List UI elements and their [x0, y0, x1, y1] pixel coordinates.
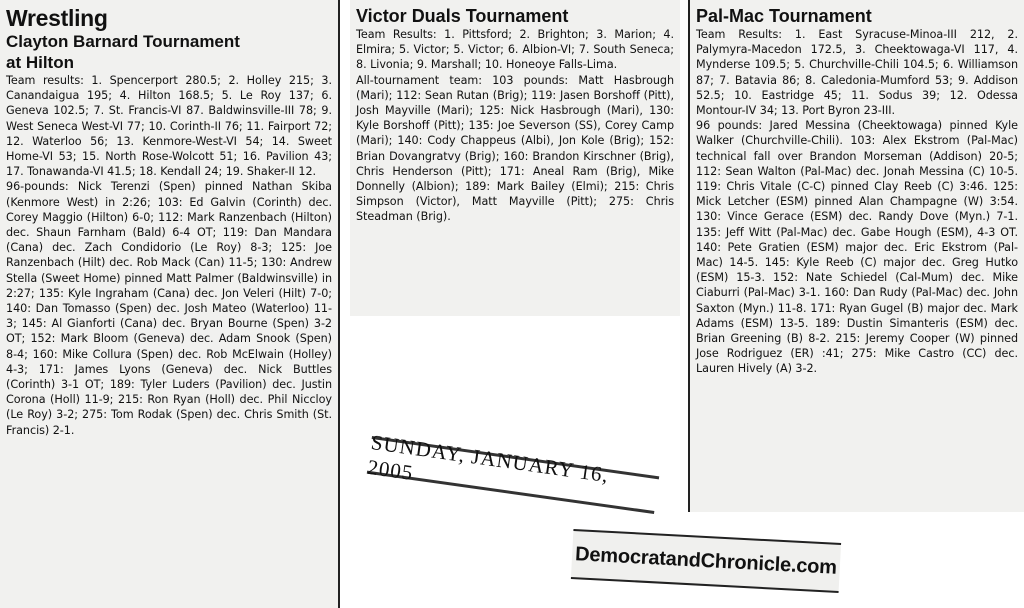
section-title: Wrestling — [6, 5, 108, 31]
tournament-title: Pal-Mac Tournament — [696, 6, 872, 26]
date-banner — [366, 430, 659, 514]
team-results: Team Results: 1. East Syracuse-Minoa-III 212, 2. Palymyra-Macedon 172.5, 3. Cheektowaga-VI 117, 4. Mynderse 109.5; 5. Churchville-Chili 104.5; 6. Williamson 87; 7. Batavia 86; 8. Caledonia-Mumford 53; 9. Addison 52.5; 10. Eastridge 45; 11. Sodus 39; 12. Odessa Montour-IV 34; 13. Port Byron 23-III. — [696, 28, 1018, 118]
column-pal-mac — [688, 0, 1024, 512]
tournament-title: Clayton Barnard Tournament — [6, 32, 240, 51]
source-text: DemocratandChronicle.com — [574, 542, 838, 579]
all-tournament-team: All-tournament team: 103 pounds: Matt Hasbrough (Mari); 112: Sean Rutan (Brig); 119: Jasen Borshoff (Pitt), Josh Mayville (Mari); 125: Nick Hasbrough (Mari), 130: Kyle Borshoff (Pitt); 135: Joe Severson (SS), Corey Camp (Mari); 140: Cody Chappeus (Albi), Jon Kole (Brig); 152: Brian Dovangratvy (Brig); 160: Brandon Kirschner (Brig), Chris Henderson (Pitt); 171: Aneal Ram (Brig), Mike Donnelly (Albion); 189: Mark Bailey (Elmi); 215: Chris Simpson (Victor), Matt Mayville (Pitt); 275: Chris Steadman (Brig). — [356, 73, 674, 224]
weight-class-results: 96-pounds: Nick Terenzi (Spen) pinned Nathan Skiba (Kenmore West) in 2:26; 103: Ed Galvin (Corinth) dec. Corey Maggio (Hilton) 6-0; 112: Mark Ranzenbach (Hilton) dec. Shaun Farnham (Bald) 6-4 OT; 119: Dan Mandara (Cana) dec. Zach Condidorio (Le Roy) 8-3; 125: Joe Ranzenbach (Hilt) dec. Rob Mack (Can) 11-5; 130: Andrew Stella (Sweet Home) pinned Matt Palmer (Baldwinsville) in 2:27; 135: Kyle Ingraham (Cana) dec. Jon Veleri (Hilt) 7-0; 140: Dan Tomasso (Spen) dec. Josh Mateo (Waterloo) 11-3; 145: Al Gianforti (Cana) dec. Bryan Bourne (Spen) 3-2 OT; 152: Mark Bloom (Geneva) dec. Adam Snook (Spen) 8-4; 160: Mike Collura (Spen) dec. Rob McElwain (Holley) 4-3; 171: James Lyons (Geneva) dec. Nick Buttles (Corinth) 3-1 OT; 189: Tyler Luders (Pavilion) dec. Justin Corona (Holl) 11-9; 215: Ron Ryan (Holl) dec. Phil Niccloy (Le Roy) 3-2; 275: Tom Rodak (Spen) dec. Chris Smith (St. Francis) 2-1. — [6, 180, 332, 437]
tournament-title: Victor Duals Tournament — [356, 6, 569, 26]
team-results: Team results: 1. Spencerport 280.5; 2. Holley 215; 3. Canandaigua 195; 4. Hilton 168.5; 5. Le Roy 137; 6. Geneva 102.5; 7. St. Francis-VI 87. Baldwinsville-III 78; 9. West Seneca West-VI 77; 10. Corinth-II 76; 11. Fairport 72; 12. Waterloo 56; 13. Kenmore-West-VI 54; 14. Sweet Home-VI 53; 15. North Rose-Wolcott 51; 16. Pavilion 43; 17. Tonawanda-VI 41.5; 18. Kendall 24; 19. Shaker-II 12. — [6, 74, 332, 179]
weight-class-results: 96 pounds: Jared Messina (Cheektowaga) pinned Kyle Walker (Churchville-Chili). 103: Alex Ekstrom (Pal-Mac) technical fall over Brandon Morseman (Addison) 20-5; 112: Sean Walton (Pal-Mac) dec. Jonah Messina (C) 10-5. 119: Chris Vitale (C-C) pinned Clay Reeb (C) 3:46. 125: Mick Letcher (ESM) pinned Alan Champagne (W) 3:54. 130: Vince Gerace (ESM) dec. Randy Dove (Myn.) 7-1. 135: Jeff Witt (Pal-Mac) dec. Gabe Hough (ESM), 4-3 OT. 140: Pete Gratien (ESM) major dec. Eric Ekstrom (Pal-Mac) 14-5. 145: Kyle Reeb (C) major dec. Greg Hutko (ESM) 15-3. 152: Nate Schiedel (Cal-Mum) dec. Mike Ciaburri (Pal-Mac) 3-1. 160: Dan Rudy (Pal-Mac) dec. John Saxton (Myn.) 11-8. 171: Ryan Gugel (B) major dec. Mark Adams (ESM) 13-5. 189: Dustin Simanteris (ESM) dec. Brian Greening (B) 8-2. 215: Jeremy Cooper (W) pinned Jose Rodriguez (ER) :41; 275: Mike Castro (CC) dec. Lauren Hively (A) 3-2. — [696, 119, 1018, 376]
team-results: Team Results: 1. Pittsford; 2. Brighton; 3. Marion; 4. Elmira; 5. Victor; 5. Victor; 6. Albion-VI; 7. South Seneca; 8. Livonia; 9. Marshall; 10. Honeoye Falls-Lima. — [356, 28, 674, 72]
column-victor-duals — [350, 0, 680, 316]
dateline-text: SUNDAY, JANUARY 16, 2005 — [366, 430, 611, 488]
tournament-subtitle: at Hilton — [6, 53, 74, 72]
source-logo — [571, 529, 841, 593]
column-clayton-barnard — [0, 0, 340, 608]
